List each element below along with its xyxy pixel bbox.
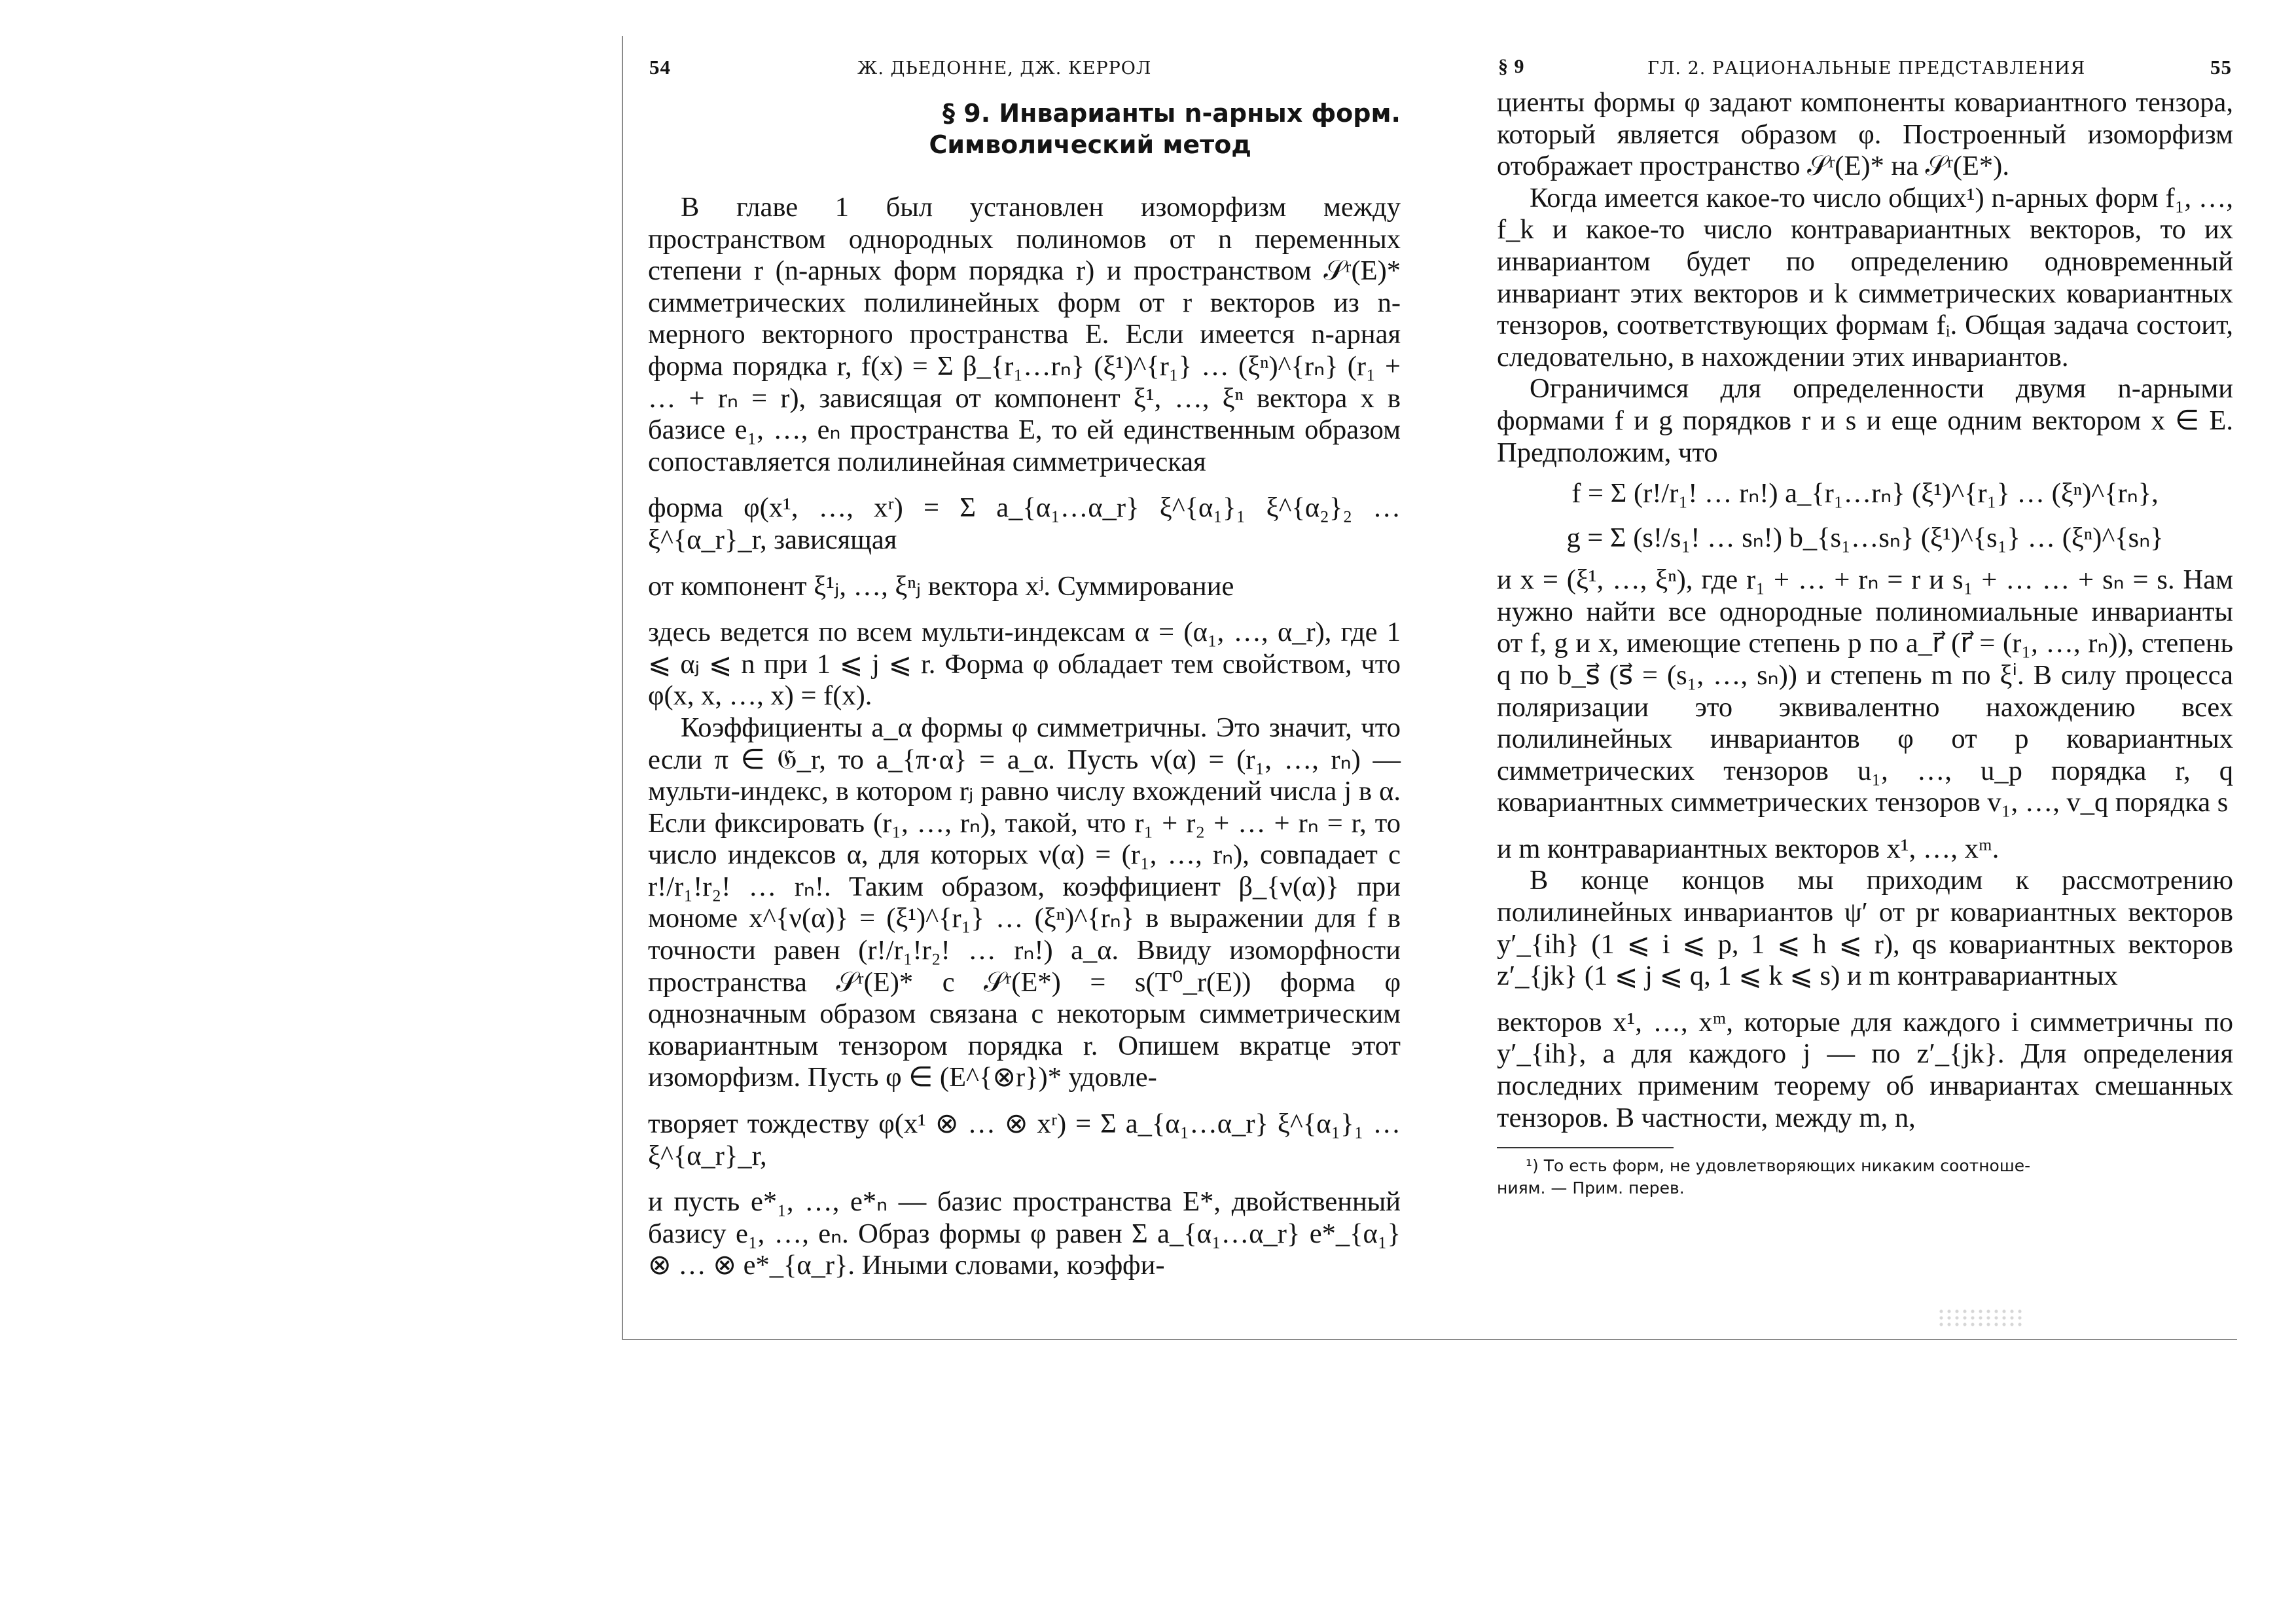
paragraph: Ограничимся для определенности двумя n-арными формами f и g порядков r и s и еще одним вектором x ∈ E. Предположим, что (1497, 373, 2233, 468)
paragraph: и m контравариантных векторов x¹, …, xᵐ. (1497, 833, 2000, 864)
page-number-right: 55 (2210, 56, 2232, 79)
equation-g: g = Σ (s!/s₁! … sₙ!) b_{s₁…sₙ} (ξ¹)^{s₁} … (ξⁿ)^{sₙ} (1566, 522, 2164, 554)
right-page-body (1497, 87, 2233, 1134)
running-head-right (1497, 56, 2233, 84)
right-page (1497, 56, 2233, 1199)
book-spread (622, 36, 2237, 1340)
paragraph: здесь ведется по всем мульти-индексам α = (α₁, …, α_r), где 1 ⩽ αⱼ ⩽ n при 1 ⩽ j ⩽ r. Форма φ обладает тем свойством, что φ(x, x, …, x) = f(x). (648, 617, 1401, 712)
paragraph: от компонент ξ¹ⱼ, …, ξⁿⱼ вектора xʲ. Суммирование (648, 570, 1234, 602)
paragraph: В конце концов мы приходим к рассмотрению полилинейных инвариантов ψ′ от pr ковариантных векторов y′_{ih} (1 ⩽ i ⩽ p, 1 ⩽ h ⩽ r), qs ковариантных векторов z′_{jk} (1 ⩽ j ⩽ q, 1 ⩽ k ⩽ s) и m контравариантных (1497, 865, 2233, 992)
running-head-left (648, 56, 1401, 84)
left-page (648, 56, 1401, 1282)
paragraph: векторов x¹, …, xᵐ, которые для каждого i симметричны по y′_{ih}, а для каждого j — по z′_{jk}. Для определения последних применим теорему об инвариантах смешанных тензоров. В частности, между m, n, (1497, 1006, 2233, 1133)
paragraph: Когда имеется какое-то число общих¹) n-арных форм f₁, …, f_k и какое-то число контравариантных векторов, то их инвариантом будет по определению одновременный инвариант этих векторов и k симметрических ковариантных тензоров, соответствующих формам fᵢ. Общая задача состоит, следовательно, в нахождении этих инвариантов. (1497, 182, 2233, 373)
paragraph: и x = (ξ¹, …, ξⁿ), где r₁ + … + rₙ = r и s₁ + … … + sₙ = s. Нам нужно найти все однородные полиномиальные инварианты от f, g и x, имеющие степень p по a_r⃗ (r⃗ = (r₁, …, rₙ)), степень q по b_s⃗ (s⃗ = (s₁, …, sₙ)) и степень m по ξⁱ. В силу процесса поляризации это эквивалентно нахождению всех полилинейных инвариантов φ от p ковариантных симметрических тензоров u₁, …, u_p порядка r, q ковариантных симметрических тензоров v₁, …, v_q порядка s (1497, 564, 2233, 818)
paragraph: творяет тождеству φ(x¹ ⊗ … ⊗ xʳ) = Σ a_{α₁…α_r} ξ^{α₁}₁ … ξ^{α_r}_r, (648, 1108, 1401, 1171)
paragraph: циенты формы φ задают компоненты ковариантного тензора, который является образом φ. Построенный изоморфизм отображает пространство 𝒮ʳ(E)* на 𝒮ʳ(E*). (1497, 87, 2233, 182)
footnote-line: ниям. — Прим. перев. (1497, 1178, 1685, 1198)
paragraph: Коэффициенты a_α формы φ симметричны. Это значит, что если π ∈ 𝔊_r, то a_{π·α} = a_α. Пусть ν(α) = (r₁, …, rₙ) — мульти-индекс, в котором rⱼ равно числу вхождений числа j в α. Если фиксировать (r₁, …, rₙ), такой, что r₁ + r₂ + … + rₙ = r, то число индексов α, для которых ν(α) = (r₁, …, rₙ), совпадает с r!/r₁!r₂! … rₙ!. Таким образом, коэффициент β_{ν(α)} при мономе x^{ν(α)} = (ξ¹)^{r₁} … (ξⁿ)^{rₙ} в выражении для f в точности равен (r!/r₁!r₂! … rₙ!) a_α. Ввиду изоморфности пространства 𝒮ʳ(E)* с 𝒮ʳ(E*) = s(T⁰_r(E)) форма φ однозначным образом связана с некоторым симметрическим ковариантным тензором порядка r. Опишем вкратце этот изоморфизм. Пусть φ ∈ (E^{⊗r})* удовле- (648, 712, 1401, 1093)
running-head-chapter: ГЛ. 2. РАЦИОНАЛЬНЫЕ ПРЕДСТАВЛЕНИЯ (1647, 58, 2086, 79)
page-number-left: 54 (649, 56, 671, 79)
footnote-rule (1497, 1147, 1674, 1148)
scan-speckle (1937, 1308, 2022, 1326)
running-head-authors: Ж. ДЬЕДОННЕ, ДЖ. КЕРРОЛ (857, 58, 1152, 79)
section-title-line2: Символический метод (929, 130, 1251, 159)
paragraph: форма φ(x¹, …, xʳ) = Σ a_{α₁…α_r} ξ^{α₁}₁ ξ^{α₂}₂ … ξ^{α_r}_r, зависящая (648, 492, 1401, 555)
section-title (648, 98, 1401, 160)
footnote (1497, 1155, 2233, 1199)
left-page-body (648, 192, 1401, 1282)
equation-f: f = Σ (r!/r₁! … rₙ!) a_{r₁…rₙ} (ξ¹)^{r₁} … (ξⁿ)^{rₙ}, (1571, 478, 2159, 509)
section-mark: § 9 (1498, 56, 1525, 77)
paragraph: В главе 1 был установлен изоморфизм между пространством однородных полиномов от n переменных степени r (n-арных форм порядка r) и пространством 𝒮ʳ(E)* симметрических полилинейных форм от r векторов из n-мерного векторного пространства E. Если имеется n-арная форма порядка r, f(x) = Σ β_{r₁…rₙ} (ξ¹)^{r₁} … (ξⁿ)^{rₙ} (r₁ + … + rₙ = r), зависящая от компонент ξ¹, …, ξⁿ вектора x в базисе e₁, …, eₙ пространства E, то ей единственным образом сопоставляется полилинейная симметрическая (648, 192, 1401, 477)
footnote-line: ¹) То есть форм, не удовлетворяющих никаким соотноше- (1526, 1156, 2031, 1176)
paragraph: и пусть e*₁, …, e*ₙ — базис пространства E*, двойственный базису e₁, …, eₙ. Образ формы φ равен Σ a_{α₁…α_r} e*_{α₁} ⊗ … ⊗ e*_{α_r}. Иными словами, коэффи- (648, 1186, 1401, 1281)
section-title-line1: § 9. Инварианты n-арных форм. (942, 99, 1401, 128)
